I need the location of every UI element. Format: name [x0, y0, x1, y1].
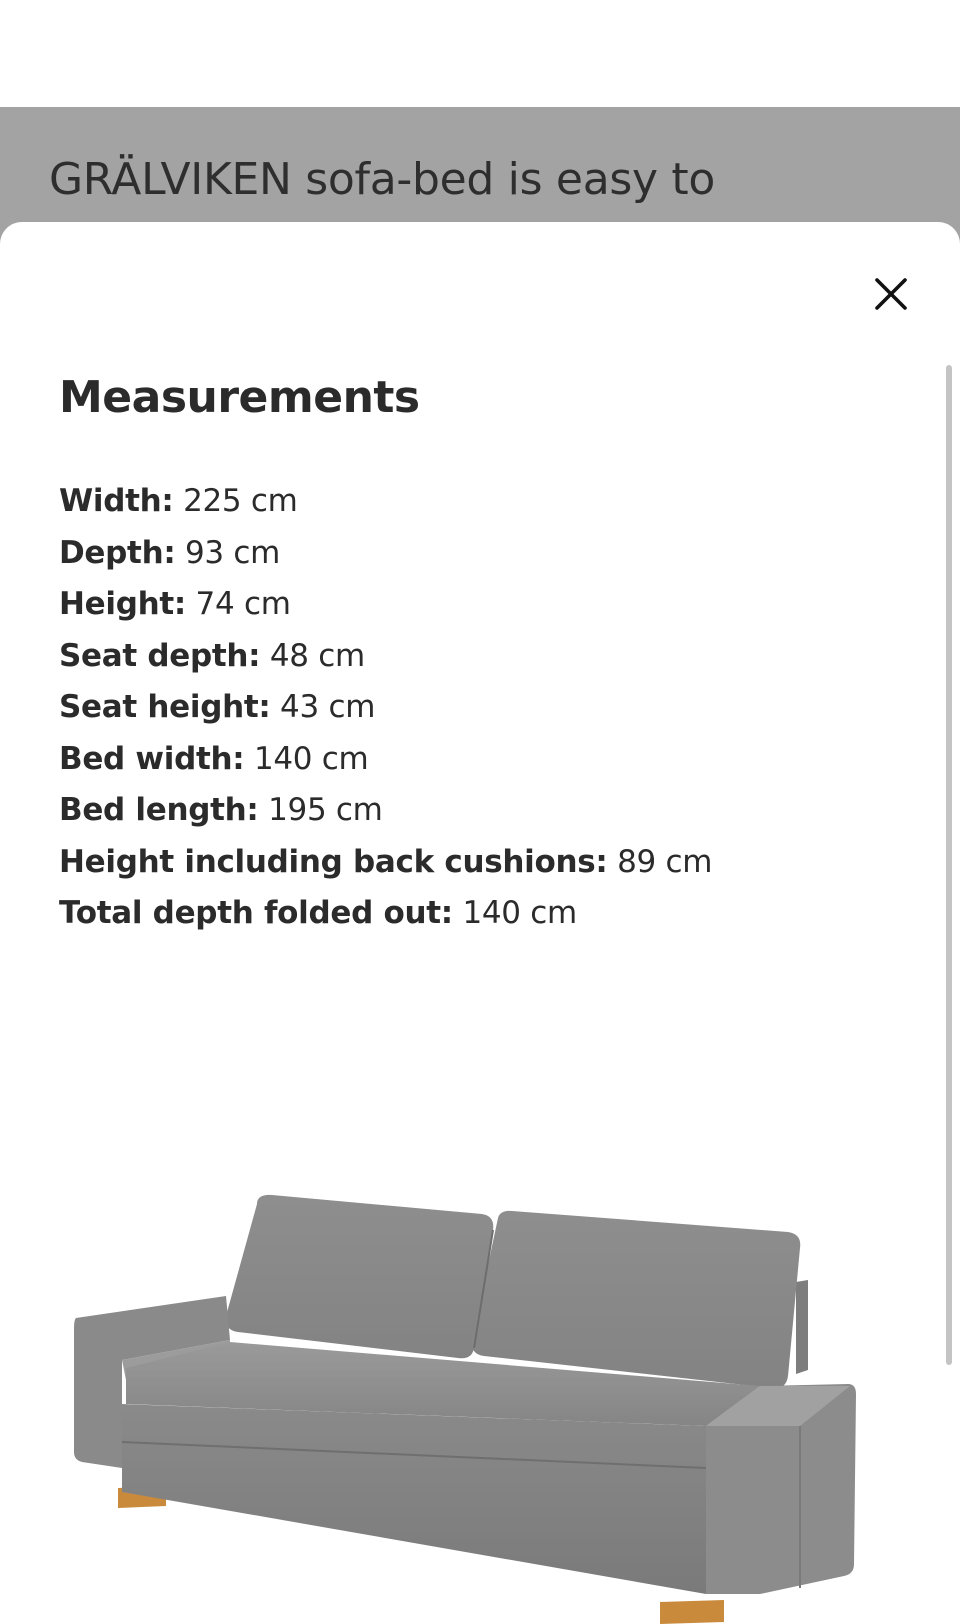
modal-title: Measurements	[59, 372, 420, 423]
scrollbar[interactable]	[945, 365, 953, 1595]
measurement-label: Height:	[59, 586, 186, 622]
status-bar-area	[0, 0, 960, 107]
measurement-label: Bed width:	[59, 740, 245, 777]
measurement-bed-width	[59, 734, 712, 786]
measurement-value: 93 cm	[185, 534, 281, 571]
measurements-modal	[0, 222, 960, 1624]
measurement-height-incl-cushions	[59, 837, 712, 889]
measurement-label: Height including back cushions:	[59, 843, 608, 880]
measurement-seat-height	[59, 682, 712, 734]
measurement-label: Width:	[59, 483, 174, 519]
measurements-list	[59, 476, 712, 940]
measurement-label: Depth:	[59, 534, 176, 571]
measurement-width	[59, 476, 712, 528]
sofa-bed-image	[60, 1190, 900, 1624]
measurement-bed-length	[59, 785, 712, 837]
scrollbar-thumb[interactable]	[946, 365, 952, 1365]
backdrop-product-heading: GRÄLVIKEN sofa-bed is easy to	[49, 154, 715, 205]
close-button[interactable]	[863, 266, 919, 322]
measurement-label: Total depth folded out:	[59, 895, 453, 931]
measurement-total-depth-folded	[59, 888, 712, 940]
measurement-value: 140 cm	[253, 740, 369, 777]
measurement-seat-depth	[59, 631, 712, 683]
measurement-value: 74 cm	[195, 586, 291, 622]
close-icon	[874, 277, 908, 311]
measurement-label: Seat height:	[59, 689, 271, 725]
measurement-value: 89 cm	[617, 843, 713, 880]
measurement-value: 140 cm	[462, 895, 577, 931]
measurement-depth	[59, 528, 712, 580]
measurement-label: Seat depth:	[59, 637, 261, 674]
measurement-value: 43 cm	[280, 689, 376, 725]
measurement-value: 48 cm	[269, 637, 365, 674]
measurement-height	[59, 579, 712, 631]
measurement-label: Bed length:	[59, 792, 259, 828]
measurement-value: 195 cm	[268, 792, 383, 828]
measurement-value: 225 cm	[183, 483, 298, 519]
